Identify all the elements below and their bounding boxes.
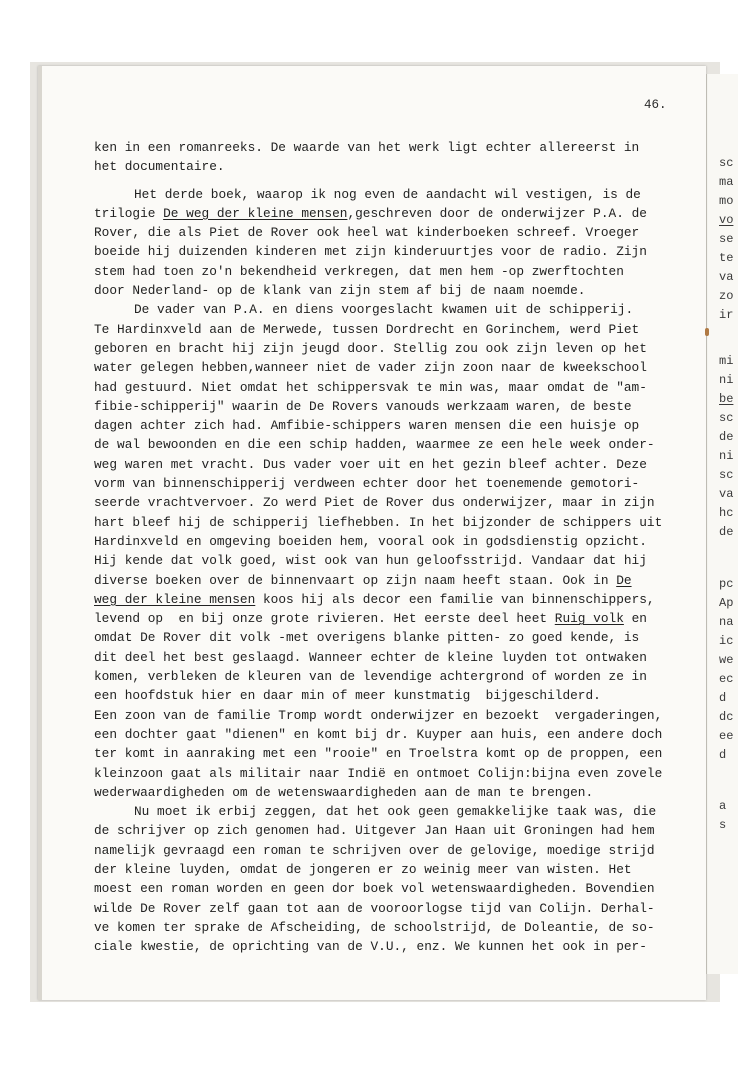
text-segment: dagen achter zich had. Amfibie-schippers waren mensen die een huisje op [94, 418, 640, 434]
adjacent-page-fragment: hc [719, 506, 734, 520]
text-segment: had gestuurd. Niet omdat het schippersvak te min was, maar omdat de "am- [94, 379, 647, 395]
adjacent-page-fragment: pc [719, 577, 734, 591]
text-line [94, 262, 662, 281]
text-line [94, 339, 662, 358]
adjacent-page-fragment: sc [719, 411, 734, 425]
blank-line [94, 177, 662, 185]
text-line [94, 879, 662, 898]
text-segment: Nu moet ik erbij zeggen, dat het ook geen gemakkelijke taak was, die [134, 804, 657, 820]
text-segment: een dochter gaat "dienen" en komt bij dr. Kuyper aan huis, een andere doch [94, 726, 663, 742]
text-line [94, 378, 662, 397]
adjacent-page-fragment: ee [719, 729, 734, 743]
text-line [94, 157, 662, 176]
adjacent-page-fragment: de [719, 525, 734, 539]
text-segment: seerde vrachtvervoer. Zo werd Piet de Rover dus onderwijzer, maar in zijn [94, 495, 655, 511]
text-line [94, 918, 662, 937]
adjacent-page-fragment: mi [719, 354, 734, 368]
text-line [94, 300, 662, 319]
text-line [94, 744, 662, 763]
text-segment: ,geschreven door de onderwijzer P.A. de [347, 205, 647, 221]
text-segment: dit deel het best geslaagd. Wanneer echter de kleine luyden tot ontwaken [94, 649, 647, 665]
text-line [94, 686, 662, 705]
text-segment: komen, verbleken de kleuren van de levendige achtergrond of worden ze in [94, 669, 647, 685]
adjacent-page-fragment: be [719, 392, 734, 406]
text-segment: levend op en bij onze grote rivieren. Het eerste deel heet [94, 611, 555, 627]
text-segment: hart bleef hij de schipperij liefhebben. In het bijzonder de schippers uit [94, 514, 663, 530]
text-segment: der kleine luyden, omdat de jongeren er zo weinig meer van wisten. Het [94, 861, 632, 877]
adjacent-page-fragment: ec [719, 672, 734, 686]
text-line [94, 513, 662, 532]
adjacent-page-fragment: dc [719, 710, 734, 724]
text-line [94, 841, 662, 860]
text-line [94, 764, 662, 783]
text-segment: boeide hij duizenden kinderen met zijn kinderuurtjes voor de radio. Zijn [94, 244, 647, 260]
text-line [94, 725, 662, 744]
text-line [94, 493, 662, 512]
text-line [94, 204, 662, 223]
text-line [94, 138, 662, 157]
underlined-title: weg der kleine mensen [94, 591, 256, 607]
text-line [94, 455, 662, 474]
text-segment: een hoofdstuk hier en daar min of meer kunstmatig bijgeschilderd. [94, 688, 601, 704]
text-segment: ken in een romanreeks. De waarde van het werk ligt echter allereerst in [94, 140, 640, 155]
adjacent-page-fragment: ir [719, 308, 734, 322]
text-segment: omdat De Rover dit volk -met overigens blanke pitten- zo goed kende, is [94, 630, 640, 646]
adjacent-page-fragment: sc [719, 468, 734, 482]
text-segment: koos hij als decor een familie van binnenschippers, [255, 591, 655, 607]
text-segment: Het derde boek, waarop ik nog even de aandacht wil vestigen, is de [134, 186, 641, 202]
adjacent-page-fragment: va [719, 487, 734, 501]
text-segment: trilogie [94, 205, 164, 221]
adjacent-page-fragment: s [719, 818, 727, 832]
adjacent-page-fragment: we [719, 653, 734, 667]
text-segment: kleinzoon gaat als militair naar Indië en ontmoet Colijn:bijna even zovele [94, 765, 663, 781]
adjacent-page-fragment: zo [719, 289, 734, 303]
text-line [94, 571, 662, 590]
adjacent-page-fragment: ni [719, 449, 734, 463]
adjacent-page-fragment: va [719, 270, 734, 284]
page-edge [38, 66, 42, 1000]
text-line [94, 860, 662, 879]
text-segment: moest een roman worden en geen dor boek vol wetenswaardigheden. Bovendien [94, 881, 655, 897]
adjacent-page-fragment: mo [719, 194, 734, 208]
text-line [94, 821, 662, 840]
text-segment: stem had toen zo'n bekendheid verkregen, dat men hem -op zwerftochten [94, 263, 624, 279]
adjacent-page-fragment: se [719, 232, 734, 246]
text-line [94, 551, 662, 570]
text-line [94, 358, 662, 377]
adjacent-page-fragment: Ap [719, 596, 734, 610]
text-line [94, 628, 662, 647]
text-line [94, 667, 662, 686]
text-line [94, 435, 662, 454]
adjacent-page-fragment: d [719, 691, 727, 705]
text-segment: namelijk gevraagd een roman te schrijven over de gelovige, moedige strijd [94, 842, 655, 858]
adjacent-page-fragment: de [719, 430, 734, 444]
text-segment: water gelegen hebben,wanneer niet de vader zijn zoon naar de kweekschool [94, 360, 647, 376]
text-segment: ciale kwestie, de oprichting van de V.U., enz. We kunnen het ook in per- [94, 939, 647, 955]
adjacent-page-fragment: ic [719, 634, 734, 648]
text-segment: Te Hardinxveld aan de Merwede, tussen Dordrecht en Gorinchem, werd Piet [94, 321, 640, 337]
adjacent-page-fragment: ni [719, 373, 734, 387]
body-text [94, 138, 662, 956]
adjacent-page-fragment: sc [719, 156, 734, 170]
text-line [94, 223, 662, 242]
text-line [94, 185, 662, 204]
text-segment: ter komt in aanraking met een "rooie" en Troelstra komt op de proppen, een [94, 746, 663, 762]
text-segment: Rover, die als Piet de Rover ook heel wat kinderboeken schreef. Vroeger [94, 225, 640, 241]
text-line [94, 783, 662, 802]
text-segment: wilde De Rover zelf gaan tot aan de vooroorlogse tijd van Colijn. Derhal- [94, 900, 655, 916]
document-page [38, 66, 706, 1000]
text-line [94, 899, 662, 918]
text-segment: wederwaardigheden om de wetenswaardigheden aan de man te brengen. [94, 784, 594, 800]
text-segment: en [623, 611, 647, 627]
text-line [94, 590, 662, 609]
paper-stain [705, 328, 709, 336]
text-segment: fibie-schipperij" waarin de De Rovers vanouds werkzaam waren, de beste [94, 398, 632, 414]
underlined-title: De [616, 572, 632, 588]
text-line [94, 648, 662, 667]
text-line [94, 532, 662, 551]
text-segment: De vader van P.A. en diens voorgeslacht kwamen uit de schipperij. [134, 302, 634, 318]
text-segment: diverse boeken over de binnenvaart op zijn naam heeft staan. Ook in [94, 572, 617, 588]
text-segment: geboren en bracht hij zijn jeugd door. Stellig zou ook zijn leven op het [94, 340, 647, 356]
adjacent-page-fragment: te [719, 251, 734, 265]
underlined-title: De weg der kleine mensen [163, 205, 348, 221]
underlined-title: Ruig volk [554, 611, 624, 627]
text-segment: de wal bewoonden en die een schip hadden, waarmee ze een hele week onder- [94, 437, 655, 453]
adjacent-page-fragment: na [719, 615, 734, 629]
text-line [94, 802, 662, 821]
text-line [94, 397, 662, 416]
text-segment: vorm van binnenschipperij verdween echter door het toenemende gemotori- [94, 476, 640, 492]
text-segment: Een zoon van de familie Tromp wordt onderwijzer en bezoekt vergaderingen, [94, 707, 663, 723]
page-number: 46. [644, 98, 667, 112]
text-segment: ve komen ter sprake de Afscheiding, de schoolstrijd, de Doleantie, de so- [94, 919, 655, 935]
text-segment: het documentaire. [94, 159, 225, 175]
adjacent-page-edge [706, 74, 738, 974]
adjacent-page-fragment: d [719, 748, 727, 762]
adjacent-page-fragment: a [719, 799, 727, 813]
text-segment: door Nederland- op de klank van zijn stem af bij de naam noemde. [94, 283, 586, 299]
text-line [94, 937, 662, 956]
text-line [94, 416, 662, 435]
text-line [94, 320, 662, 339]
text-line [94, 281, 662, 300]
text-segment: Hij kende dat volk goed, wist ook van hun geloofsstrijd. Vandaar dat hij [94, 553, 647, 569]
text-segment: weg waren met vracht. Dus vader voer uit en het gezin bleef achter. Deze [94, 456, 647, 472]
text-line [94, 609, 662, 628]
text-segment: Hardinxveld en omgeving boeiden hem, vooral ook in godsdienstig opzicht. [94, 533, 647, 549]
text-segment: de schrijver op zich genomen had. Uitgever Jan Haan uit Groningen had hem [94, 823, 655, 839]
adjacent-page-fragment: ma [719, 175, 734, 189]
text-line [94, 706, 662, 725]
text-line [94, 474, 662, 493]
adjacent-page-fragment: vo [719, 213, 734, 227]
text-line [94, 242, 662, 261]
